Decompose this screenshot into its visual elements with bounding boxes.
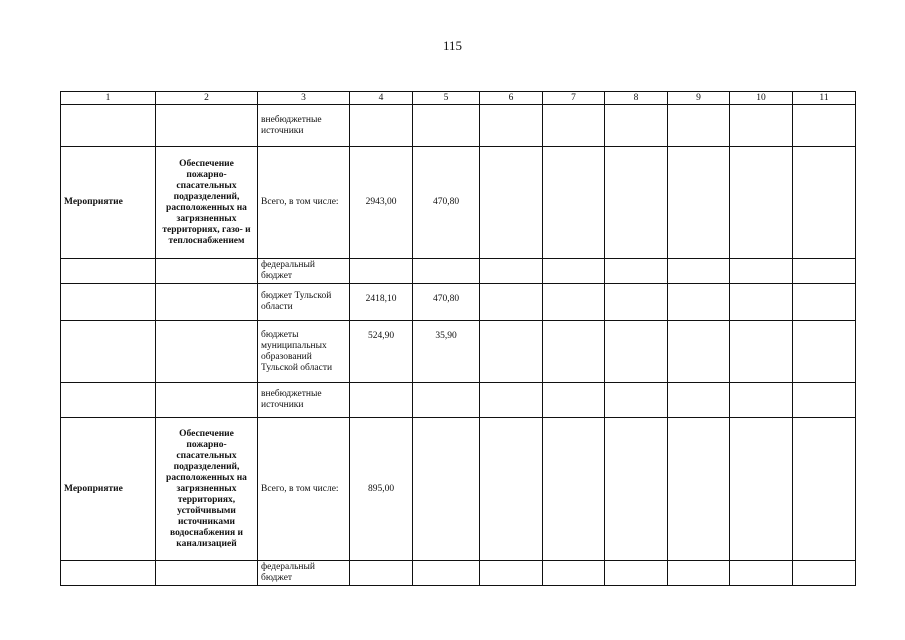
column-header: 10 (730, 92, 793, 105)
value-cell (605, 383, 668, 418)
value-cell (480, 561, 543, 586)
value-cell (793, 105, 856, 147)
table-row (61, 284, 856, 321)
type-cell (61, 321, 156, 383)
value-cell (605, 321, 668, 383)
column-header: 6 (480, 92, 543, 105)
value-cell (543, 284, 605, 321)
type-cell (61, 383, 156, 418)
value-cell: 2943,00 (350, 147, 413, 259)
value-cell (668, 259, 730, 284)
value-cell (480, 259, 543, 284)
type-cell (61, 561, 156, 586)
value-cell (668, 418, 730, 561)
column-header: 5 (413, 92, 480, 105)
value-cell (480, 418, 543, 561)
budget-table (60, 91, 856, 586)
value-cell (413, 383, 480, 418)
value-cell (730, 259, 793, 284)
value-cell (605, 284, 668, 321)
value-cell (605, 561, 668, 586)
value-cell (350, 105, 413, 147)
type-cell: Мероприятие (61, 147, 156, 259)
value-cell (793, 418, 856, 561)
type-cell (61, 284, 156, 321)
value-cell (543, 321, 605, 383)
column-header: 4 (350, 92, 413, 105)
table-row (61, 259, 856, 284)
column-header: 8 (605, 92, 668, 105)
column-header: 9 (668, 92, 730, 105)
table-row (61, 383, 856, 418)
measure-name-cell (156, 383, 258, 418)
table-row (61, 561, 856, 586)
value-cell (480, 284, 543, 321)
measure-name-cell (156, 105, 258, 147)
value-cell (543, 147, 605, 259)
measure-name-cell: Обеспечение пожарно-спасательных подразделений, расположенных на загрязненных территориях, газо- и теплоснабжением (156, 147, 258, 259)
value-cell (730, 105, 793, 147)
value-cell (605, 105, 668, 147)
measure-name-cell (156, 259, 258, 284)
funding-source-cell: внебюджетные источники (258, 383, 350, 418)
value-cell (668, 383, 730, 418)
value-cell (730, 418, 793, 561)
value-cell (668, 105, 730, 147)
table-row (61, 147, 856, 259)
value-cell (793, 321, 856, 383)
funding-source-cell: Всего, в том числе: (258, 418, 350, 561)
measure-name-cell (156, 284, 258, 321)
value-cell (730, 284, 793, 321)
value-cell (793, 561, 856, 586)
type-cell (61, 259, 156, 284)
value-cell (543, 105, 605, 147)
value-cell (605, 418, 668, 561)
value-cell (793, 147, 856, 259)
measure-name-cell (156, 561, 258, 586)
value-cell (730, 147, 793, 259)
measure-name-cell (156, 321, 258, 383)
value-cell (668, 147, 730, 259)
value-cell (730, 561, 793, 586)
value-cell: 895,00 (350, 418, 413, 561)
type-cell: Мероприятие (61, 418, 156, 561)
value-cell (543, 259, 605, 284)
value-cell (730, 383, 793, 418)
value-cell (543, 418, 605, 561)
value-cell (668, 321, 730, 383)
value-cell (350, 259, 413, 284)
value-cell (543, 383, 605, 418)
column-header: 11 (793, 92, 856, 105)
table-row (61, 321, 856, 383)
funding-source-cell: бюджеты муниципальных образований Тульской области (258, 321, 350, 383)
table-row (61, 418, 856, 561)
value-cell (793, 284, 856, 321)
column-header: 7 (543, 92, 605, 105)
funding-source-cell: федеральный бюджет (258, 561, 350, 586)
value-cell (730, 321, 793, 383)
value-cell (793, 259, 856, 284)
value-cell: 470,80 (413, 284, 480, 321)
value-cell (350, 383, 413, 418)
value-cell: 35,90 (413, 321, 480, 383)
value-cell (480, 105, 543, 147)
value-cell (480, 383, 543, 418)
measure-name-cell: Обеспечение пожарно-спасательных подразделений, расположенных на загрязненных территориях, устойчивыми источниками водоснабжения и канализацией (156, 418, 258, 561)
page-number: 115 (442, 38, 463, 53)
value-cell (413, 259, 480, 284)
value-cell (480, 147, 543, 259)
value-cell (668, 284, 730, 321)
value-cell (543, 561, 605, 586)
funding-source-cell: Всего, в том числе: (258, 147, 350, 259)
funding-source-cell: федеральный бюджет (258, 259, 350, 284)
value-cell (605, 147, 668, 259)
value-cell (350, 561, 413, 586)
value-cell (480, 321, 543, 383)
column-header: 2 (156, 92, 258, 105)
funding-source-cell: бюджет Тульской области (258, 284, 350, 321)
value-cell (413, 105, 480, 147)
column-header: 1 (61, 92, 156, 105)
value-cell: 524,90 (350, 321, 413, 383)
value-cell (413, 418, 480, 561)
table-row (61, 105, 856, 147)
value-cell (605, 259, 668, 284)
value-cell (413, 561, 480, 586)
column-header: 3 (258, 92, 350, 105)
type-cell (61, 105, 156, 147)
value-cell (793, 383, 856, 418)
column-number-row (61, 92, 856, 105)
value-cell: 470,80 (413, 147, 480, 259)
value-cell: 2418,10 (350, 284, 413, 321)
value-cell (668, 561, 730, 586)
funding-source-cell: внебюджетные источники (258, 105, 350, 147)
